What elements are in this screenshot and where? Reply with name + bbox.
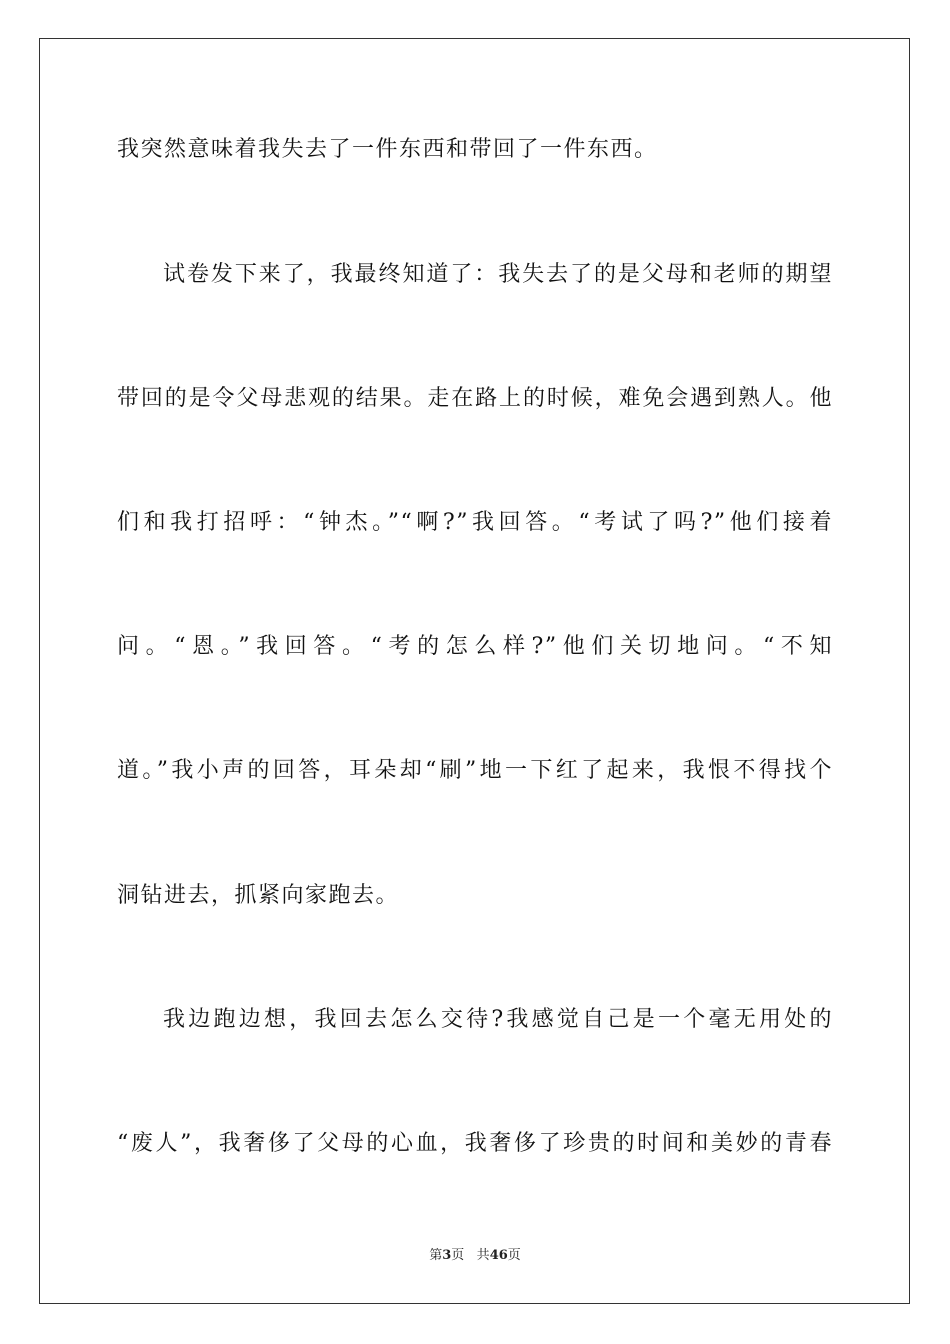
text-line-6: 道。”我小声的回答，耳朵却“刷”地一下红了起来，我恨不得找个 xyxy=(117,758,833,783)
text-line-1: 我突然意味着我失去了一件东西和带回了一件东西。 xyxy=(117,137,658,162)
page-footer xyxy=(0,1246,950,1266)
text-line-9: “废人”，我奢侈了父母的心血，我奢侈了珍贵的时间和美妙的青春 xyxy=(117,1131,833,1156)
text-line-7: 洞钻进去，抓紧向家跑去。 xyxy=(117,883,400,908)
text-line-2: 试卷发下来了，我最终知道了：我失去了的是父母和老师的期望 xyxy=(163,262,833,287)
text-line-5: 问。“恩。”我回答。“考的怎么样?”他们关切地问。“不知 xyxy=(117,634,833,659)
footer-prefix: 第 xyxy=(429,1248,443,1263)
footer-total-suffix: 页 xyxy=(507,1248,521,1263)
footer-total-prefix: 共 xyxy=(476,1248,490,1263)
text-line-3: 带回的是令父母悲观的结果。走在路上的时候，难免会遇到熟人。他 xyxy=(117,386,833,411)
page-border xyxy=(39,38,910,1304)
total-pages-number: 46 xyxy=(489,1248,508,1263)
text-line-8: 我边跑边想，我回去怎么交待?我感觉自己是一个毫无用处的 xyxy=(163,1007,833,1032)
current-page-number: 3 xyxy=(442,1248,452,1263)
footer-page-suffix: 页 xyxy=(451,1248,465,1263)
text-line-4: 们和我打招呼：“钟杰。”“啊?”我回答。“考试了吗?”他们接着 xyxy=(117,510,833,535)
